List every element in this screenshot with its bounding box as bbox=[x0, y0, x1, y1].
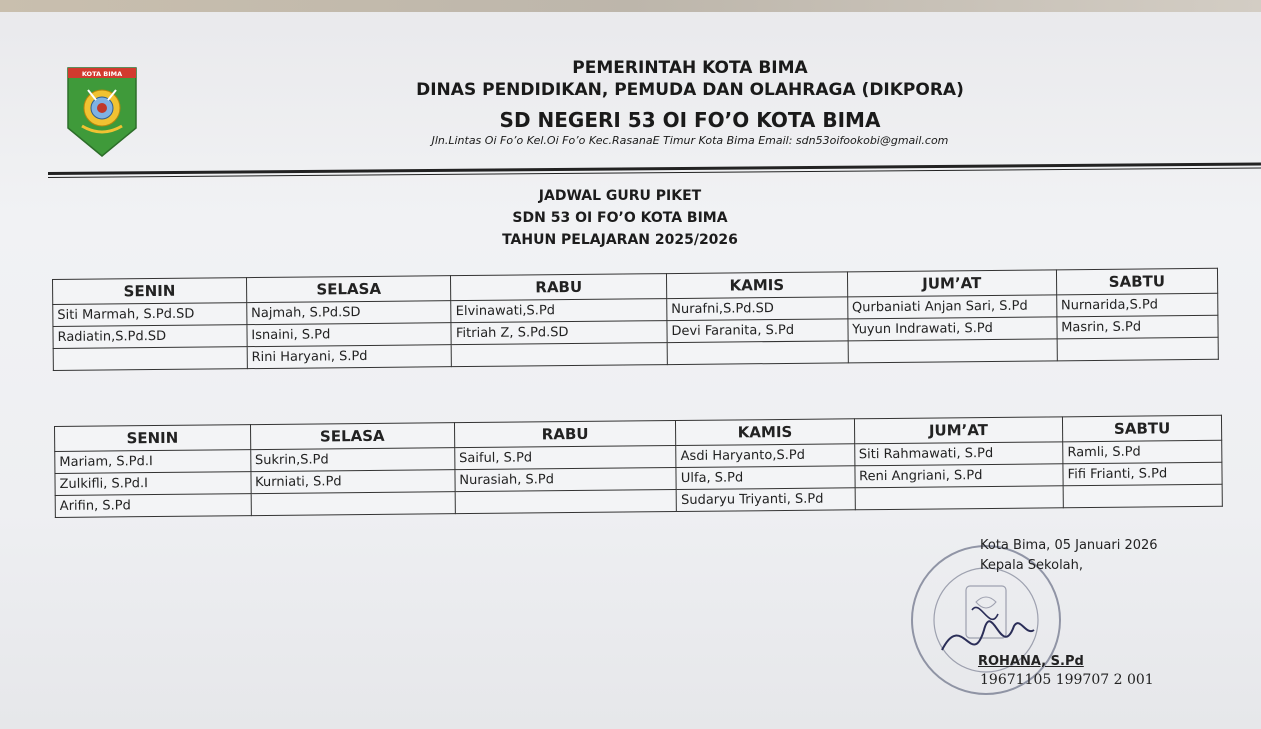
table-cell bbox=[53, 347, 247, 371]
table-cell bbox=[667, 341, 848, 365]
col-senin: SENIN bbox=[55, 425, 251, 452]
header-government: PEMERINTAH KOTA BIMA bbox=[572, 58, 808, 78]
table-cell: Sukrin,S.Pd bbox=[250, 448, 454, 472]
table-cell: Nurasiah, S.Pd bbox=[455, 468, 677, 492]
schedule-table-2 bbox=[54, 415, 1223, 518]
col-jumat: JUM’AT bbox=[854, 417, 1063, 444]
header-department: DINAS PENDIDIKAN, PEMUDA DAN OLAHRAGA (DIKPORA) bbox=[416, 80, 964, 100]
table-cell: Masrin, S.Pd bbox=[1057, 315, 1219, 339]
signature-name: ROHANA, S.Pd bbox=[978, 654, 1084, 669]
signature-nip: 19671105 199707 2 001 bbox=[980, 672, 1154, 688]
col-selasa: SELASA bbox=[246, 276, 451, 303]
col-kamis: KAMIS bbox=[676, 419, 855, 446]
table-cell: Fifi Frianti, S.Pd bbox=[1063, 462, 1222, 486]
signature-position: Kepala Sekolah, bbox=[980, 558, 1084, 573]
table-cell: Devi Faranita, S.Pd bbox=[667, 319, 848, 343]
header-school-name: SD NEGERI 53 OI FO’O KOTA BIMA bbox=[499, 108, 881, 132]
table-cell: Rini Haryani, S.Pd bbox=[247, 345, 452, 369]
table-cell: Ramli, S.Pd bbox=[1063, 440, 1222, 464]
table-cell bbox=[848, 339, 1057, 363]
table-cell: Fitriah Z, S.Pd.SD bbox=[451, 321, 667, 345]
table-cell: Kurniati, S.Pd bbox=[251, 470, 455, 494]
doc-subtitle-school: SDN 53 OI FO’O KOTA BIMA bbox=[512, 210, 728, 226]
col-rabu: RABU bbox=[451, 274, 667, 301]
table-cell: Isnaini, S.Pd bbox=[247, 323, 452, 347]
header-address: Jln.Lintas Oi Fo’o Kel.Oi Fo’o Kec.RasanaE Timur Kota Bima Email: sdn53oifookobi@gmail.com bbox=[431, 134, 949, 147]
background-edge bbox=[0, 0, 1261, 12]
signature-place-date: Kota Bima, 05 Januari 2026 bbox=[980, 538, 1158, 553]
table-cell: Arifin, S.Pd bbox=[55, 494, 251, 518]
table-cell bbox=[855, 486, 1064, 510]
table-cell: Sudaryu Triyanti, S.Pd bbox=[676, 488, 854, 512]
col-jumat: JUM’AT bbox=[847, 270, 1056, 297]
table-cell: Elvinawati,S.Pd bbox=[451, 299, 667, 323]
table-cell bbox=[1057, 337, 1219, 361]
doc-subtitle-year: TAHUN PELAJARAN 2025/2026 bbox=[502, 232, 738, 248]
doc-title: JADWAL GURU PIKET bbox=[538, 188, 702, 204]
col-sabtu: SABTU bbox=[1063, 415, 1222, 442]
table-cell: Siti Marmah, S.Pd.SD bbox=[53, 303, 247, 327]
table-cell: Siti Rahmawati, S.Pd bbox=[854, 442, 1063, 466]
table-cell: Nurnarida,S.Pd bbox=[1056, 293, 1218, 317]
table-cell: Reni Angriani, S.Pd bbox=[854, 464, 1063, 488]
table-cell: Radiatin,S.Pd.SD bbox=[53, 325, 247, 349]
col-selasa: SELASA bbox=[250, 423, 454, 450]
col-kamis: KAMIS bbox=[666, 272, 847, 299]
kota-bima-logo-icon bbox=[66, 66, 138, 158]
col-senin: SENIN bbox=[53, 278, 247, 305]
table-cell: Yuyun Indrawati, S.Pd bbox=[848, 317, 1057, 341]
table-cell: Mariam, S.Pd.I bbox=[55, 450, 251, 474]
col-sabtu: SABTU bbox=[1056, 268, 1218, 295]
svg-text:KOTA BIMA: KOTA BIMA bbox=[81, 70, 123, 78]
table-cell: Najmah, S.Pd.SD bbox=[247, 301, 452, 325]
table-cell: Ulfa, S.Pd bbox=[676, 466, 854, 490]
table-cell: Asdi Haryanto,S.Pd bbox=[676, 444, 854, 468]
table-cell bbox=[452, 343, 668, 367]
table-cell: Qurbaniati Anjan Sari, S.Pd bbox=[847, 295, 1056, 319]
table-cell bbox=[455, 490, 677, 514]
table-cell: Nurafni,S.Pd.SD bbox=[667, 297, 848, 321]
table-cell bbox=[1063, 484, 1222, 508]
table-cell bbox=[251, 492, 455, 516]
schedule-table-1 bbox=[52, 268, 1219, 371]
table-cell: Zulkifli, S.Pd.I bbox=[55, 472, 251, 496]
col-rabu: RABU bbox=[454, 421, 676, 448]
table-cell: Saiful, S.Pd bbox=[455, 446, 677, 470]
